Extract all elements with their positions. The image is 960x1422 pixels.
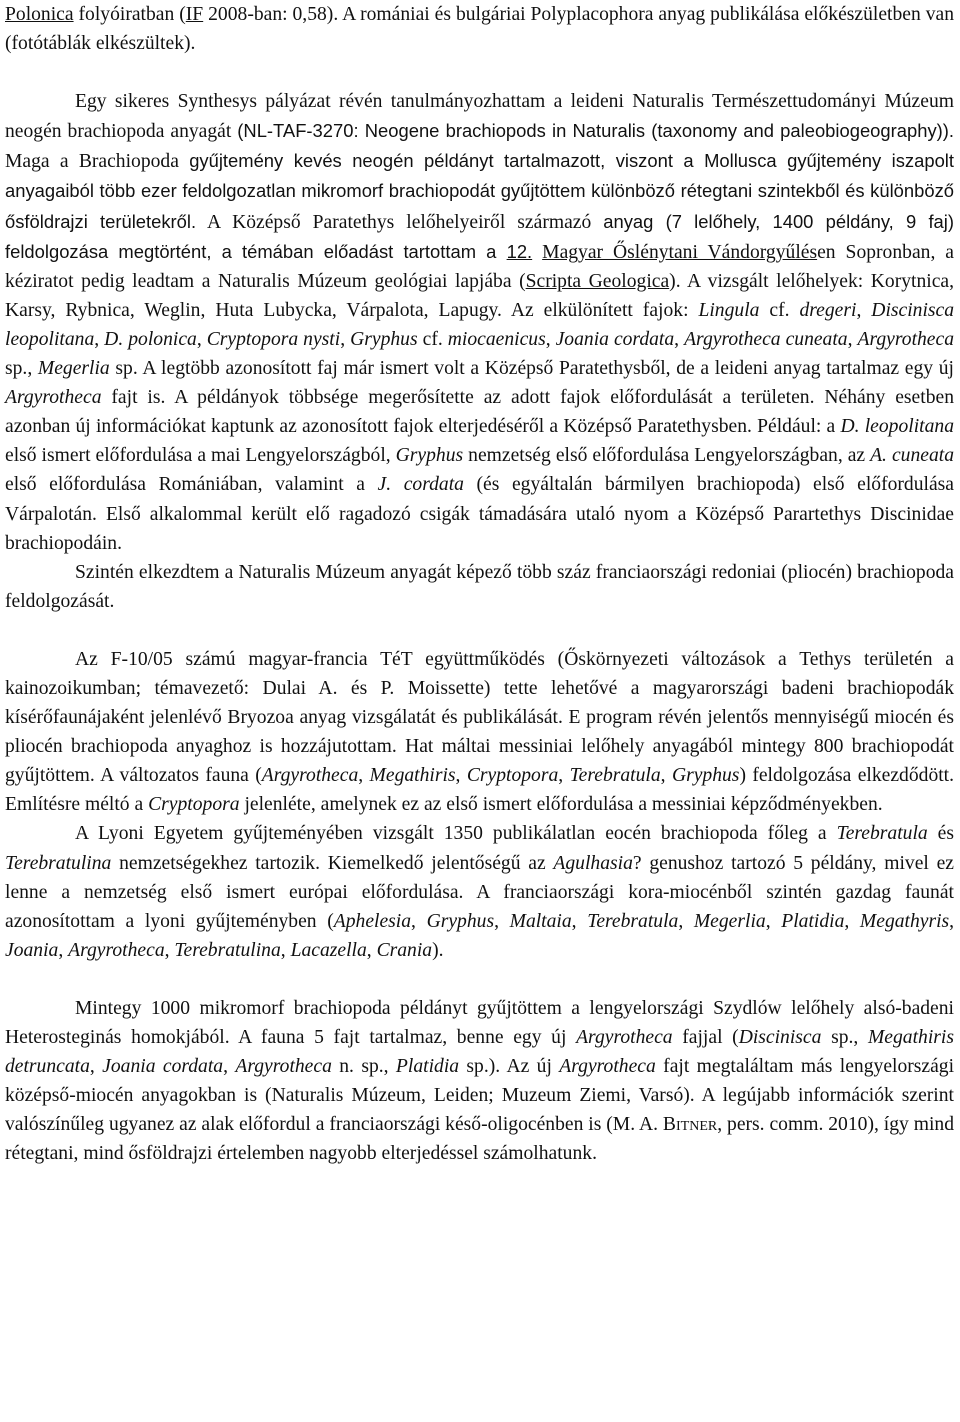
text-run: , — [196, 328, 207, 350]
text-run: Egy sikeres Synthesys pályázat révén tanulmányozhattam a leideni Naturalis Természettudományi Múzeum neogén brachiopoda anyagát — [5, 91, 954, 143]
taxon-name: Argyrotheca — [857, 328, 955, 350]
taxon-name: miocaenicus — [447, 328, 546, 350]
text-run: , — [558, 765, 570, 787]
underlined-reference[interactable]: Magyar Őslénytani Vándorgyűlés — [542, 241, 818, 263]
text-run: első ismert előfordulása a mai Lengyelországból, — [5, 445, 396, 467]
taxon-name: Argyrotheca — [559, 1056, 656, 1078]
underlined-reference[interactable]: Scripta Geologica — [525, 270, 670, 292]
taxon-name: Platidia — [395, 1056, 460, 1078]
taxon-name: Cryptopora — [148, 794, 240, 816]
taxon-name: Gryphus — [671, 765, 740, 787]
taxon-name: Gryphus — [395, 445, 464, 467]
text-run — [532, 242, 542, 263]
taxon-name: Platidia — [781, 910, 845, 932]
text-run: , — [949, 910, 955, 932]
text-run: nemzetség első előfordulása Lengyelországban, az — [463, 445, 871, 467]
text-run — [391, 474, 404, 495]
body-paragraph — [5, 558, 954, 616]
text-run: , — [58, 939, 69, 961]
taxon-name: J. — [377, 474, 392, 496]
taxon-name: Terebratulina — [174, 939, 281, 961]
text-run: sp., — [5, 358, 38, 380]
text-run: , — [545, 328, 556, 350]
taxon-name: leopolitana — [864, 416, 954, 438]
text-run: A Lyoni Egyetem gyűjteményében vizsgált 1350 publikálatlan eocén brachiopoda főleg a — [75, 823, 837, 845]
taxon-name: Megerlia — [37, 358, 110, 380]
text-run: Az F-10/05 számú magyar-francia TéT együttműködés (Őskörnyezeti változások a Tethys területén a kainozoikumban; témavezető: Dulai A. és P. Moissette) tette lehetővé a magyarországi badeni brachiopodák kísérőfaunájaként jelenlévő Bryozoa anyag vizsgálatát és publikálását. E program révén jelentős mennyiségű miocén és pliocén brachiopoda anyaghoz is hozzájutottam. Hat máltai messiniai lelőhely anyagából mintegy 800 brachiopodát gyűjtöttem. A változatos fauna ( — [5, 648, 954, 787]
text-run: nemzetségekhez tartozik. Kiemelkedő jelentőségű az — [111, 852, 554, 874]
taxon-name: Maltaia — [509, 910, 572, 932]
text-run: , — [411, 910, 427, 932]
paragraph-gap — [5, 965, 954, 994]
taxon-name: Gryphus — [426, 910, 495, 932]
taxon-name: Crania — [376, 939, 433, 961]
taxon-name: Megathyris — [859, 910, 950, 932]
text-run: , — [571, 910, 588, 932]
text-run: cf. — [417, 328, 448, 350]
body-paragraph — [5, 87, 954, 558]
text-run: , — [847, 328, 858, 350]
taxon-name: Joania cordata — [555, 328, 675, 350]
text-run: fajt is. A példányok többsége megerősítette az adott fajok előfordulását a területen. Néhány esetben azonban új információkat kaptunk az azonosított fajok elterjedéséről a Középső Paratethysben. Például: a — [5, 387, 954, 438]
text-run: , — [856, 299, 872, 321]
text-run: folyóiratban ( — [73, 4, 186, 25]
text-run: , — [366, 939, 377, 961]
taxon-name: Lacazella — [290, 939, 367, 961]
taxon-name: Megathiris detruncata — [5, 1027, 954, 1078]
taxon-name: Agulhasia — [553, 852, 633, 874]
taxon-name: Megerlia — [693, 910, 766, 932]
paragraph-gap — [5, 616, 954, 645]
taxon-name: Cryptopora nysti — [206, 328, 341, 350]
text-run: (NL-TAF-3270: Neogene brachiopods in Naturalis (taxonomy and paleobiogeography)). — [237, 120, 954, 142]
text-run: jelenléte, amelynek ez az első ismert előfordulása a messiniai képződményekben. — [239, 794, 883, 816]
taxon-name: Joania — [5, 939, 59, 961]
paragraph-gap — [5, 58, 954, 87]
taxon-name: Argyrotheca — [5, 387, 102, 409]
text-run: sp.). Az új — [459, 1056, 560, 1078]
taxon-name: Terebratula — [836, 823, 928, 845]
text-run: , — [358, 765, 370, 787]
text-run: , — [765, 910, 782, 932]
text-run: en Sopronban, a kéziratot pedig leadtam a Naturalis Múzeum geológiai lapjába ( — [5, 241, 954, 292]
text-run: Mintegy 1000 mikromorf brachiopoda példányt gyűjtöttem a lengyelországi Szydlów lelőhely alsó-badeni Heterosteginás homokjából. A fauna 5 fajt tartalmaz, benne egy új — [5, 997, 954, 1048]
taxon-name: Lingula — [698, 299, 760, 321]
text-run: , — [280, 939, 291, 961]
taxon-name: Aphelesia — [333, 910, 412, 932]
text-run: , pers. comm. 2010), így mind rétegtani, mind ősföldrajzi értelemben nagyobb elterjedéssel számolhatunk. — [5, 1114, 955, 1165]
text-run: (és egyáltalán bármilyen brachiopoda) első előfordulása Várpalotán. Első alkalommal került elő ragadozó csigák támadására utaló nyom a Középső Parartethys Discinidae brachiopodáin. — [5, 474, 954, 554]
text-run: 2008-ban: 0,58). A romániai és bulgáriai Polyplacophora anyag publikálása előkészületben van (fotótáblák elkészültek). — [5, 4, 954, 55]
taxon-name: D. — [104, 328, 124, 350]
text-run: , — [340, 328, 351, 350]
text-run: , — [94, 328, 105, 350]
taxon-name: Terebratula — [587, 910, 679, 932]
text-run: fajjal ( — [672, 1027, 739, 1048]
taxon-name: dregeri — [799, 299, 857, 321]
taxon-name: cordata — [403, 474, 464, 496]
text-run: sp., — [821, 1027, 868, 1048]
text-run: , — [223, 1056, 236, 1078]
taxon-name: polonica — [128, 328, 197, 350]
taxon-name: Terebratulina — [5, 852, 112, 874]
taxon-name: D. — [840, 416, 860, 438]
taxon-name: Megathiris — [369, 765, 456, 787]
text-run: , — [164, 939, 175, 961]
taxon-name: Terebratula — [569, 765, 661, 787]
taxon-name: Argyrotheca — [68, 939, 165, 961]
text-run: , — [455, 765, 467, 787]
text-run: A Középső Paratethys lelőhelyeiről származó — [196, 211, 604, 233]
underlined-reference[interactable]: Polonica — [5, 4, 74, 25]
text-run: Maga a Brachiopoda — [5, 151, 190, 173]
text-run: cf. — [759, 299, 800, 321]
text-run: , — [844, 910, 860, 932]
text-run: , — [660, 765, 672, 787]
taxon-name: Argyrotheca cuneata — [684, 328, 848, 350]
text-run: ? genushoz tartozó 5 példány, mivel ez lenne a nemzetség első ismert európai előfordulása. A franciaországi kora-miocénből szintén gazdag faunát azonosítottam a lyoni gyűjteményben ( — [5, 852, 954, 932]
text-run: Szintén elkezdtem a Naturalis Múzeum anyagát képező több száz franciaországi redoniai (pliocén) brachiopoda feldolgozását. — [5, 561, 954, 612]
text-run: Bitner — [662, 1114, 718, 1136]
taxon-name: Joania cordata — [102, 1056, 224, 1078]
text-run: fajt megtaláltam más lengyelországi középső-miocén anyagokban is (Naturalis Múzeum, Leiden; Muzeum Ziemi, Varsó). A legújabb információk szerint valószínűleg ugyanez az alak előfordul a franciaországi késő-oligocénben is (M. A. — [5, 1056, 955, 1136]
text-run: ) feldolgozása elkezdődött. Említésre méltó a — [5, 765, 955, 816]
text-run: ). A vizsgált lelőhelyek: Korytnica, Karsy, Rybnica, Weglin, Huta Lubycka, Várpalota, Lapugy. Az elkülönített fajok: — [5, 270, 954, 321]
taxon-name: Argyrotheca — [261, 765, 359, 787]
text-run: , — [494, 910, 510, 932]
body-paragraph — [5, 994, 954, 1169]
underlined-reference[interactable]: IF — [185, 4, 204, 25]
text-run: és — [927, 823, 954, 845]
taxon-name: Argyrotheca — [576, 1027, 673, 1048]
taxon-name: Cryptopora — [466, 765, 559, 787]
taxon-name: Discinisca — [738, 1027, 822, 1048]
body-paragraph — [5, 645, 954, 820]
taxon-name: Discinisca leopolitana — [5, 299, 955, 350]
taxon-name: A. — [870, 445, 887, 467]
text-run: sp. A legtöbb azonosított faj már ismert volt a Középső Paratethysből, de a leideni anyag tartalmaz egy új — [109, 358, 954, 380]
text-run: első előfordulása Romániában, valamint a — [5, 474, 378, 496]
taxon-name: cuneata — [891, 445, 954, 467]
text-run: gyűjtemény kevés neogén példányt tartalmazott, viszont a Mollusca gyűjtemény iszapolt anyagaiból több ezer feldolgozatlan mikromorf brachiopodát gyűjtöttem különböző rétegtani szintekből és különböző ősföldrajzi területekről. — [5, 150, 954, 232]
text-run: , — [674, 328, 685, 350]
body-paragraph — [5, 819, 954, 964]
taxon-name: Argyrotheca — [235, 1056, 332, 1078]
text-run: , — [678, 910, 694, 932]
text-run: ). — [432, 939, 444, 961]
body-paragraph — [5, 0, 954, 58]
text-run: n. sp., — [331, 1056, 396, 1078]
text-run: anyag (7 lelőhely, 1400 példány, 9 faj) feldolgozása megtörtént, a témában előadást tartottam a — [5, 210, 954, 262]
text-run: , — [89, 1056, 103, 1078]
underlined-reference[interactable]: 12. — [506, 240, 533, 262]
taxon-name: Gryphus — [350, 328, 418, 350]
